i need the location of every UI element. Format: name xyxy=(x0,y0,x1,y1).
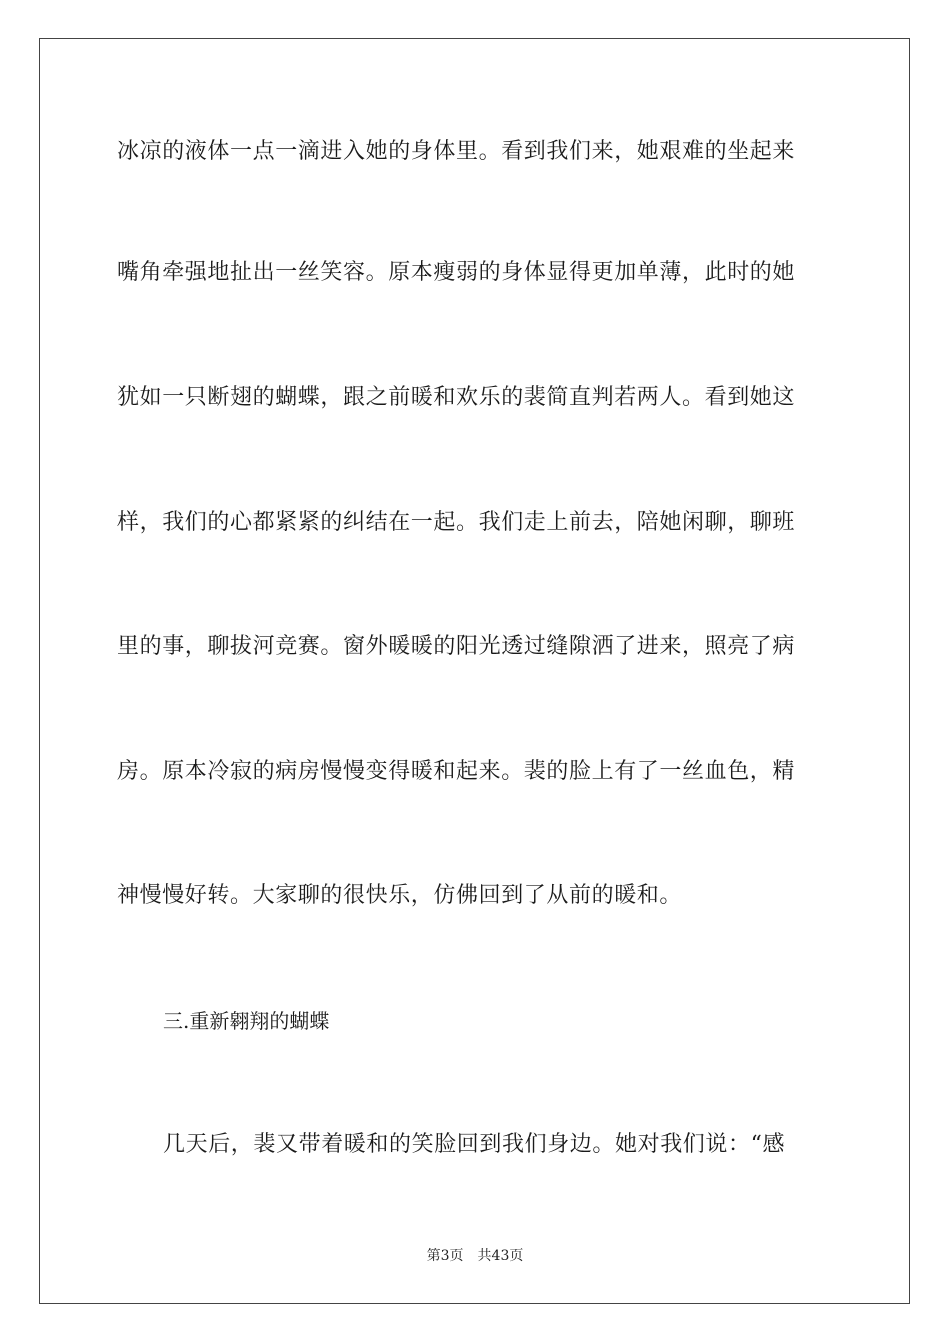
body-text-line: 样，我们的心都紧紧的纠结在一起。我们走上前去，陪她闲聊，聊班 xyxy=(117,510,796,535)
section-heading: 三.重新翱翔的蝴蝶 xyxy=(163,1009,330,1033)
page-footer xyxy=(0,1247,950,1265)
body-text-line: 几天后，裴又带着暖和的笑脸回到我们身边。她对我们说：“感 xyxy=(163,1132,786,1157)
body-text-line: 里的事，聊拔河竞赛。窗外暖暖的阳光透过缝隙洒了进来，照亮了病 xyxy=(117,634,796,659)
body-text-line: 犹如一只断翅的蝴蝶，跟之前暖和欢乐的裴简直判若两人。看到她这 xyxy=(117,385,796,410)
body-text-line: 嘴角牵强地扯出一丝笑容。原本瘦弱的身体显得更加单薄，此时的她 xyxy=(117,260,796,285)
body-text-line: 房。原本冷寂的病房慢慢变得暖和起来。裴的脸上有了一丝血色，精 xyxy=(117,759,796,784)
page-number: 第3页 xyxy=(426,1248,464,1264)
body-text-line: 神慢慢好转。大家聊的很快乐，仿佛回到了从前的暖和。 xyxy=(117,883,683,908)
total-pages: 共43页 xyxy=(477,1248,524,1264)
body-text-line: 冰凉的液体一点一滴进入她的身体里。看到我们来，她艰难的坐起来 xyxy=(117,139,796,164)
page-border xyxy=(39,38,910,1304)
